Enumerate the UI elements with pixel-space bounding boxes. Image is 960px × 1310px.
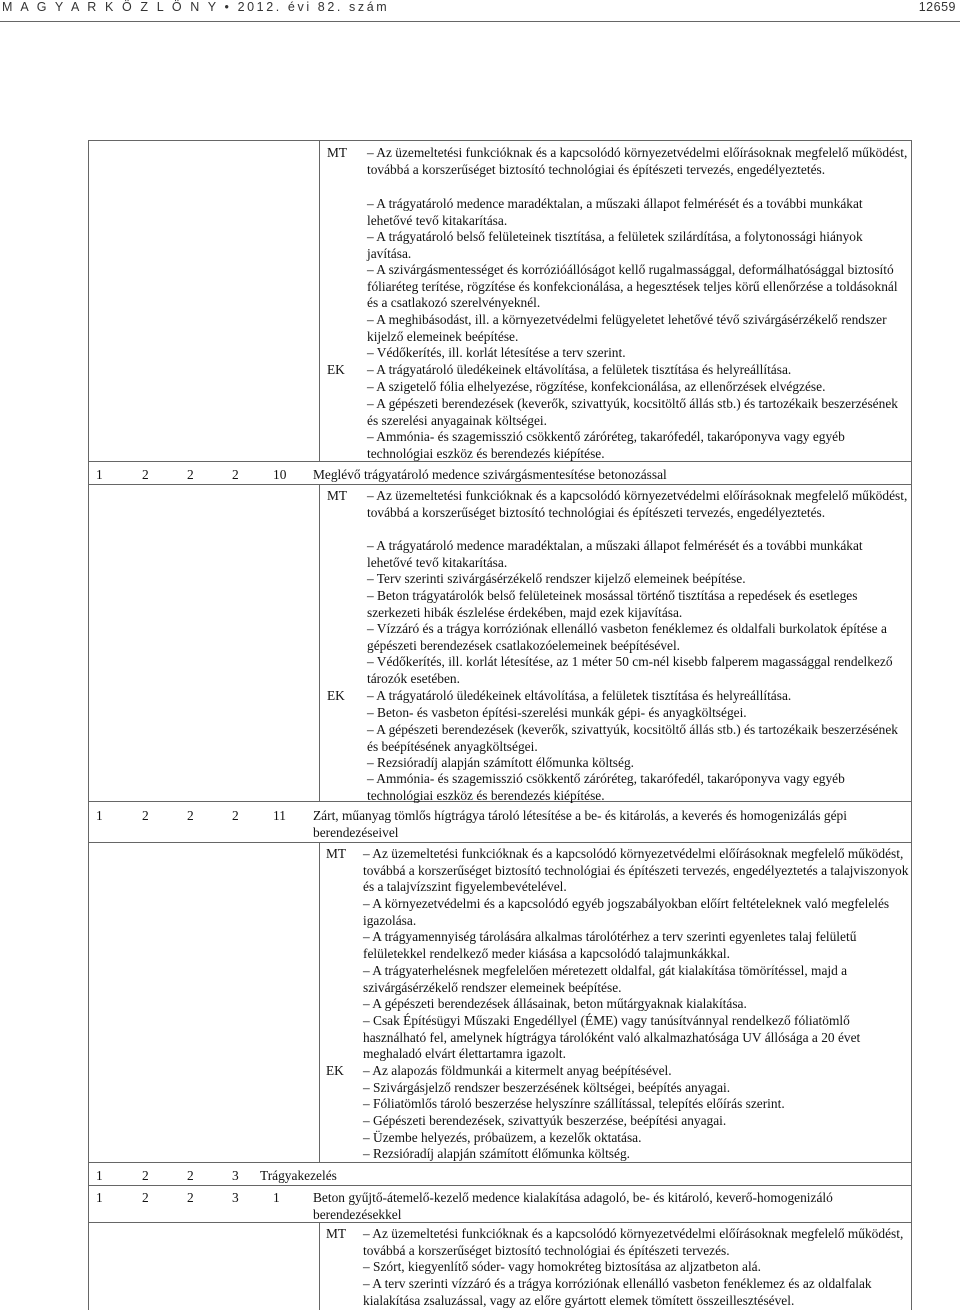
item-paragraph: – Szórt, kiegyenlítő sóder- vagy homokréteg biztosítása az aljzatbeton alá. — [363, 1259, 761, 1274]
item-paragraph: – A trágyatároló belső felületeinek tisztítása, a felületek szilárdítása, a folytonossági hiányok javítása. — [367, 229, 863, 261]
table-border-top — [88, 140, 912, 141]
item-paragraph: – Beton trágyatárolók belső felületeinek mosással történő tisztítása a repedések és esetleges szerkezeti hibák észlelése érdekében, majd ezek kijavítása. — [367, 588, 858, 620]
section-title: Beton gyűjtő-átemelő-kezelő medence kialakítása adagoló, be- és kitároló, keverő-homogenizáló berendezésekkel — [313, 1190, 833, 1222]
item-paragraph: – A trágyatároló medence maradéktalan, a műszaki állapot felmérését és a további munkákat lehetővé tevő kitakarítása. — [367, 538, 863, 570]
ek-label: EK — [326, 1063, 344, 1078]
code-digit: 2 — [187, 808, 194, 823]
item-paragraph: – Üzembe helyezés, próbaüzem, a kezelők oktatása. — [363, 1130, 642, 1145]
section3-inner-border — [319, 842, 320, 1163]
ek-label: EK — [327, 362, 345, 377]
item-paragraph: – A gépészeti berendezések állásainak, beton műtárgyaknak kialakítása. — [363, 996, 747, 1011]
item-paragraph: – A trágyatároló üledékeinek eltávolítása, a felületek tisztítása és helyreállítása. — [367, 688, 792, 703]
code-digit: 2 — [187, 1168, 194, 1183]
item-paragraph: – Az üzemeltetési funkcióknak és a kapcsolódó környezetvédelmi előírásoknak megfelelő működést, továbbá a korszerűséget biztosító technológiai és építészeti tervezés. — [363, 1226, 904, 1258]
item-paragraph: – A környezetvédelmi és a kapcsolódó egyéb jogszabályokban előírt feltételeknek való megfelelés igazolása. — [363, 896, 890, 928]
item-paragraph: – Terv szerinti szivárgásérzékelő rendszer kijelző elemeinek beépítése. — [367, 571, 746, 586]
code-digit: 2 — [142, 1168, 149, 1183]
code-digit: 2 — [232, 808, 239, 823]
item-paragraph: – A gépészeti berendezések (keverők, szivattyúk, kocsitöltő állás stb.) és tartozékaik beszerzésének és beépítésének anyagköltségei. — [367, 722, 898, 754]
item-paragraph: – Ammónia- és szagemisszió csökkentő záróréteg, takarófedél, takaróponyva vagy egyéb technológiai eszköz és berendezés kiépítése. — [367, 429, 845, 461]
item-paragraph: – Szivárgásjelző rendszer beszerzésének költségei, beépítés anyagai. — [363, 1080, 731, 1095]
item-paragraph: – A trágyatároló medence maradéktalan, a műszaki állapot felmérését és a további munkákat lehetővé tevő kitakarítása. — [367, 196, 863, 228]
mt-label: MT — [327, 145, 348, 160]
item-paragraph: – Az üzemeltetési funkcióknak és a kapcsolódó környezetvédelmi előírásoknak megfelelő működést, továbbá a korszerűséget biztosító technológiai és építészeti tervezés, engedélyeztetés. — [367, 488, 908, 520]
section4-border-bottom — [88, 1185, 912, 1186]
header-rule — [0, 21, 960, 22]
mt-label: MT — [327, 488, 348, 503]
section2-inner-border — [319, 484, 320, 802]
code-digit: 2 — [232, 467, 239, 482]
item-paragraph: – Az üzemeltetési funkcióknak és a kapcsolódó környezetvédelmi előírásoknak megfelelő működést, továbbá a korszerűséget biztosító technológiai és építészeti tervezés, engedélyeztetés. — [367, 145, 908, 177]
code-digit: 1 — [96, 467, 103, 482]
code-digit: 10 — [273, 467, 287, 482]
item-paragraph: – A meghibásodást, ill. a környezetvédelmi felügyeletet lehetővé tévő szivárgásérzékelő rendszer kijelző elemeinek beépítése. — [367, 312, 887, 344]
item-paragraph: – A trágyatároló üledékeinek eltávolítása, a felületek tisztítása és helyreállítása. — [367, 362, 792, 377]
item-paragraph: – A gépészeti berendezések (keverők, szivattyúk, kocsitöltő állás stb.) és tartozékaik beszerzésének és szerelési anyagainak költségei. — [367, 396, 898, 428]
code-digit: 11 — [273, 808, 286, 823]
ek-label: EK — [327, 688, 345, 703]
item-paragraph: – Az alapozás földmunkái a kitermelt anyag beépítésével. — [363, 1063, 672, 1078]
item-paragraph: – A szivárgásmentességet és korrózióállóságot kellő rugalmassággal, deformálhatósággal biztosító fóliaréteg terítése, rögzítése és konfekcionálása, a hegesztések teljes körű ellenőrzése a toldásoknál és a csatlakozó szerelvényeknél. — [367, 262, 898, 311]
code-digit: 2 — [142, 1190, 149, 1205]
table-border-right — [911, 140, 912, 1310]
running-header — [0, 0, 960, 20]
code-digit: 1 — [96, 1168, 103, 1183]
section3-title-rule — [88, 842, 912, 843]
mt-label: MT — [326, 846, 347, 861]
item-paragraph: – Ammónia- és szagemisszió csökkentő záróréteg, takarófedél, takaróponyva vagy egyéb technológiai eszköz és berendezés kiépítése. — [367, 771, 845, 803]
item-paragraph: – Beton- és vasbeton építési-szerelési munkák gépi- és anyagköltségei. — [367, 705, 747, 720]
item-paragraph: – Vízzáró és a trágya korróziónak ellenálló vasbeton fenéklemez és oldalfali burkolatok építése a gépészeti berendezések csatlakozóelemeinek beépítésével. — [367, 621, 887, 653]
item-paragraph: – A trágyamennyiség tárolására alkalmas tárolótérhez a terv szerinti egyenletes talaj felületű felületekkel rendelkező meder kiásása a kapcsolódó talajmunkákkal. — [363, 929, 857, 961]
code-digit: 2 — [142, 808, 149, 823]
item-paragraph: – A terv szerinti vízzáró és a trágya korróziónak ellenálló vasbeton fenéklemez és az oldalfalak kialakítása zsaluzással, vagy az előre gyártott elemek tömített összeillesztésével. — [363, 1276, 872, 1308]
section-title: Zárt, műanyag tömlős hígtrágya tároló létesítése a be- és kitárolás, a keverés és homogenizálás gépi berendezéseivel — [313, 808, 847, 840]
gazette-title: M A G Y A R K Ö Z L Ö N Y • 2012. évi 82. szám — [2, 0, 390, 14]
item-paragraph: – Rezsióradíj alapján számított élőmunka költség. — [367, 755, 635, 770]
code-digit: 2 — [187, 1190, 194, 1205]
item-paragraph: – A szigetelő fólia elhelyezése, rögzítése, konfekcionálása, az ellenőrzések elvégzése. — [367, 379, 826, 394]
code-digit: 3 — [232, 1168, 239, 1183]
code-digit: 3 — [232, 1190, 239, 1205]
item-paragraph: – Fóliatömlős tároló beszerzése helyszínre szállítással, telepítés előírás szerint. — [363, 1096, 785, 1111]
section1-inner-border — [319, 140, 320, 462]
section5-inner-border — [319, 1222, 320, 1310]
page-number: 12659 — [918, 0, 956, 14]
item-paragraph: – Az üzemeltetési funkcióknak és a kapcsolódó környezetvédelmi előírásoknak megfelelő működést, továbbá a korszerűséget biztosító technológiai és építészeti tervezés, engedélyeztetés a talajviszonyok és a talajvízszint figyelembevételével. — [363, 846, 909, 895]
item-paragraph: – Csak Építésügyi Műszaki Engedéllyel (ÉME) vagy tanúsítvánnyal rendelkező fóliatömlő használható fel, amelynek hígtrágya tárolóként való alkalmazhatósága UV állósága a 20 évet meghaladó elvárt élettartamra igazolt. — [363, 1013, 861, 1062]
item-paragraph: – Védőkerítés, ill. korlát létesítése, az 1 méter 50 cm-nél kisebb falperem magassággal rendelkező tározók esetében. — [367, 654, 893, 686]
code-digit: 1 — [273, 1190, 280, 1205]
mt-label: MT — [326, 1226, 347, 1241]
section-title: Meglévő trágyatároló medence szivárgásmentesítése betonozással — [313, 467, 667, 482]
code-digit: 2 — [187, 467, 194, 482]
item-paragraph: – Rezsióradíj alapján számított élőmunka költség. — [363, 1146, 631, 1161]
code-digit: 1 — [96, 808, 103, 823]
section2-title-rule — [88, 484, 912, 485]
section5-title-rule — [88, 1222, 912, 1223]
code-digit: 2 — [142, 467, 149, 482]
code-digit: 1 — [96, 1190, 103, 1205]
item-paragraph: – Védőkerítés, ill. korlát létesítése a terv szerint. — [367, 345, 626, 360]
section-title: Trágyakezelés — [260, 1168, 337, 1183]
table-border-left — [88, 140, 89, 1310]
item-paragraph: – Gépészeti berendezések, szivattyúk beszerzése, beépítési anyagai. — [363, 1113, 727, 1128]
item-paragraph: – A trágyaterhelésnek megfelelően méretezett oldalfal, gát kialakítása tömörítéssel, majd a szivárgásérzékelő rendszer elemeinek beépítése. — [363, 963, 848, 995]
